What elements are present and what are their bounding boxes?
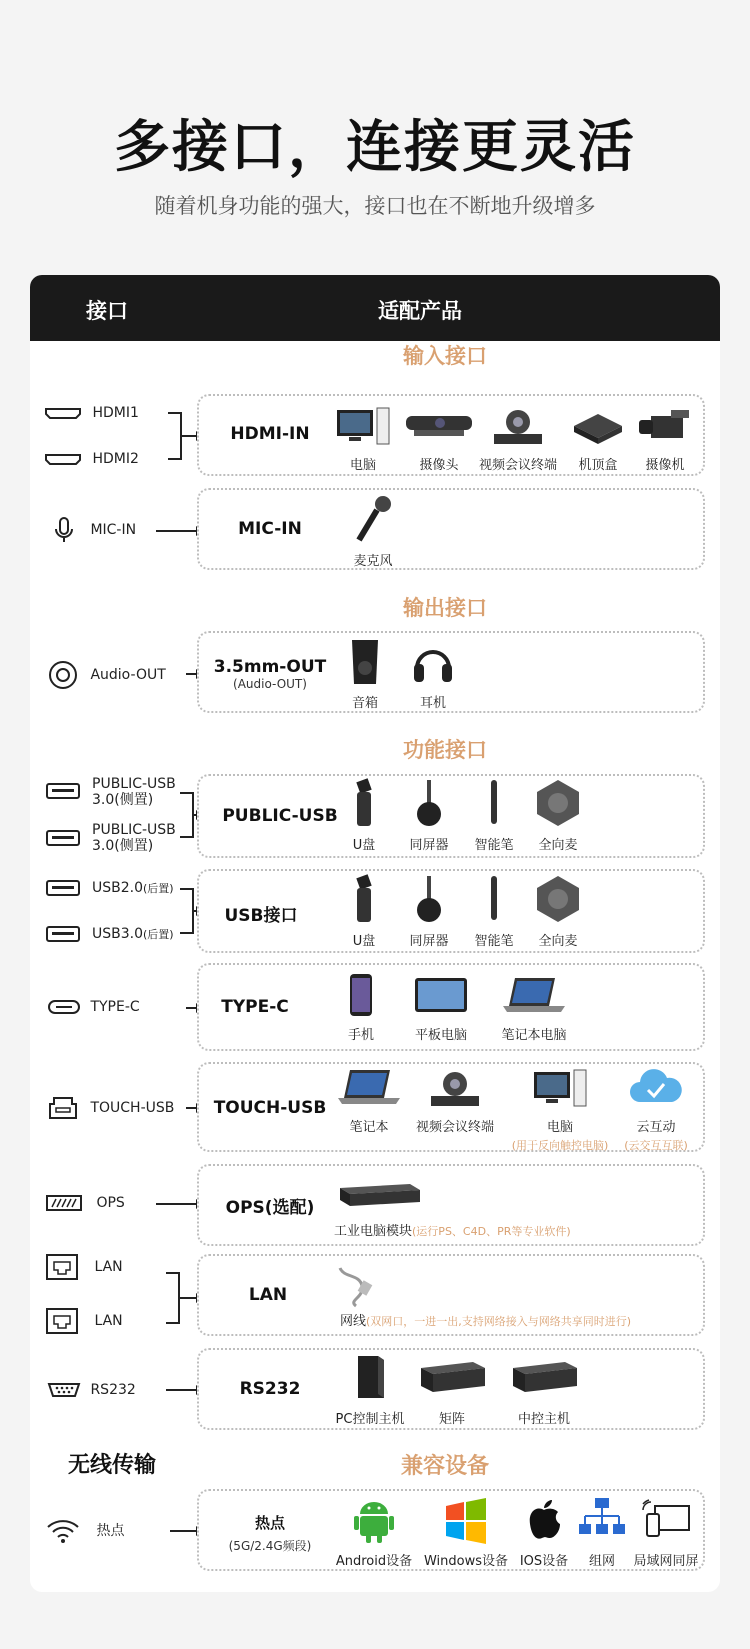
section-function-title: 功能接口 [403, 738, 487, 762]
section-wireless-title: 无线传输 [68, 1453, 157, 1478]
laptop-icon [336, 1066, 402, 1110]
product-cable [334, 1264, 380, 1312]
ops-interface: OPS(选配) [225, 1198, 315, 1218]
page-subtitle: 随着机身功能的强大，接口也在不断地升级增多 [154, 194, 596, 218]
product-smart-pen: 智能笔 [468, 874, 520, 949]
computer-icon [333, 404, 393, 448]
ops-port: OPS [46, 1195, 125, 1211]
usb-interface: USB接口 [224, 906, 298, 926]
connector-arrow [156, 530, 202, 532]
mic-port: MIC-IN [54, 516, 136, 544]
apple-icon [526, 1496, 562, 1544]
touch-interface: TOUCH-USB [213, 1098, 327, 1118]
headphones-icon [411, 638, 455, 686]
serial-port-icon [46, 1382, 82, 1398]
ptz-camera-icon [488, 404, 548, 448]
mic-interface: MIC-IN [238, 519, 302, 539]
typec-interface: TYPE-C [221, 997, 289, 1017]
usb20-port: USB2.0(后置) [92, 880, 174, 896]
usb-a-icon [46, 880, 80, 896]
section-input-title: 输入接口 [403, 344, 487, 368]
public-usb-interface: PUBLIC-USB [222, 806, 338, 826]
product-windows: Windows设备 [420, 1496, 512, 1569]
product-u-disk: U盘 [344, 778, 384, 853]
usb-port-icon [46, 926, 80, 946]
product-headphones: 耳机 [408, 638, 458, 711]
ethernet-icon [46, 1254, 78, 1280]
product-notebook: 笔记本 [336, 1066, 402, 1135]
ethernet-icon [46, 1308, 78, 1334]
col-products: 适配产品 [378, 299, 462, 323]
cloud-icon [628, 1066, 684, 1110]
usb-drive-icon [352, 778, 376, 828]
network-topology-icon [577, 1496, 627, 1544]
hdmi-interface: HDMI-IN [230, 424, 310, 444]
usb30-port: USB3.0(后置) [92, 926, 174, 942]
connector-bracket [166, 1272, 180, 1324]
usb-port-icon [46, 880, 80, 900]
usb-drive-icon [352, 874, 376, 924]
product-cable-caption: 网线(双网口，一进一出,支持网络接入与网络共享同时进行) [340, 1314, 632, 1329]
control-host-icon [509, 1352, 579, 1402]
screen-share-dongle-icon [414, 874, 444, 924]
product-ios: IOS设备 [516, 1496, 572, 1569]
product-laptop: 笔记本电脑 [494, 972, 574, 1043]
product-omni-mic: 全向麦 [532, 778, 584, 853]
rs232-interface: RS232 [239, 1379, 301, 1399]
usb-port-icon [46, 783, 80, 803]
product-video-conference: 视频会议终端 [414, 1066, 496, 1135]
product-matrix: 矩阵 [414, 1352, 490, 1427]
windows-icon [442, 1496, 490, 1544]
connector-arrow [156, 1203, 202, 1205]
connector-bracket [180, 792, 194, 838]
speaker-icon [348, 638, 382, 686]
pen-icon [484, 778, 504, 828]
ptz-camera-icon [425, 1066, 485, 1110]
hdmi-icon [44, 407, 82, 419]
microphone-icon [54, 516, 74, 544]
touch-usb-port: TOUCH-USB [48, 1096, 174, 1120]
product-speaker: 音箱 [345, 638, 385, 711]
product-cloud: 云互动 (云交互互联) [620, 1066, 692, 1153]
usb-a-icon [46, 783, 80, 799]
usb-b-icon [48, 1096, 78, 1120]
rs232-port: RS232 [46, 1382, 136, 1398]
product-camera: 摄像头 [404, 404, 474, 473]
product-phone: 手机 [340, 972, 382, 1043]
hdmi2-port: HDMI2 [44, 451, 139, 467]
screen-share-dongle-icon [414, 778, 444, 828]
screen-mirroring-icon [641, 1496, 691, 1544]
product-screen-share: 同屏器 [404, 778, 454, 853]
camcorder-icon [637, 404, 693, 448]
pc-tower-icon [350, 1352, 390, 1402]
product-microphone: 麦克风 [346, 494, 400, 569]
phone-icon [348, 972, 374, 1018]
tablet-icon [413, 972, 469, 1018]
section-output-title: 输出接口 [403, 596, 487, 620]
page-title: 多接口，连接更灵活 [114, 115, 636, 180]
set-top-box-icon [570, 404, 626, 448]
connector-bracket [180, 888, 194, 934]
lan-interface: LAN [248, 1285, 288, 1305]
hdmi1-port: HDMI1 [44, 405, 139, 421]
public-usb-port-2: PUBLIC-USB 3.0(侧置) [92, 822, 176, 854]
usb-a-icon [46, 830, 80, 846]
section-compatible-title: 兼容设备 [400, 1454, 489, 1479]
product-lan-screen-share: 局域网同屏 [630, 1496, 702, 1569]
usb-port-icon [46, 830, 80, 850]
conference-mic-icon [533, 874, 583, 924]
network-cable-icon [334, 1264, 380, 1308]
product-computer: 电脑 [330, 404, 396, 473]
handheld-mic-icon [351, 494, 395, 544]
product-pc-host: PC控制主机 [330, 1352, 410, 1427]
product-smart-pen: 智能笔 [468, 778, 520, 853]
webcam-icon [404, 404, 474, 448]
laptop-icon [501, 972, 567, 1018]
matrix-switcher-icon [417, 1352, 487, 1402]
conference-mic-icon [533, 778, 583, 828]
audio-interface: 3.5mm-OUT (Audio-OUT) [213, 657, 327, 691]
product-tablet: 平板电脑 [408, 972, 474, 1043]
product-networking: 组网 [574, 1496, 630, 1569]
lan-port-1: LAN [46, 1254, 123, 1280]
hotspot-interface: 热点 (5G/2.4G频段) [228, 1514, 312, 1553]
product-industrial-pc-caption: 工业电脑模块(运行PS、C4D、PR等专业软件) [334, 1224, 571, 1239]
product-computer: 电脑 (用于反向触控电脑) [506, 1066, 614, 1153]
product-industrial-pc [336, 1180, 422, 1216]
audio-out-port: Audio-OUT [48, 660, 166, 690]
product-camcorder: 摄像机 [634, 404, 696, 473]
ops-slot-icon [46, 1195, 82, 1211]
pen-icon [484, 874, 504, 924]
product-control-host: 中控主机 [506, 1352, 582, 1427]
usb-c-icon [48, 1000, 80, 1014]
table-header [30, 275, 720, 341]
product-u-disk: U盘 [344, 874, 384, 949]
wifi-icon [46, 1518, 80, 1544]
product-set-top-box: 机顶盒 [568, 404, 628, 473]
product-omni-mic: 全向麦 [532, 874, 584, 949]
connector-bracket [168, 412, 182, 460]
ops-module-icon [336, 1180, 422, 1212]
computer-icon [530, 1066, 590, 1110]
product-screen-share: 同屏器 [404, 874, 454, 949]
public-usb-port-1: PUBLIC-USB 3.0(侧置) [92, 776, 176, 808]
audio-jack-icon [48, 660, 78, 690]
product-android: Android设备 [332, 1496, 416, 1569]
type-c-port: TYPE-C [48, 999, 140, 1015]
hdmi-icon [44, 453, 82, 465]
col-interface: 接口 [86, 299, 128, 323]
android-icon [354, 1496, 394, 1544]
product-video-conference: 视频会议终端 [478, 404, 558, 473]
hotspot-port: 热点 [46, 1518, 124, 1544]
lan-port-2: LAN [46, 1308, 123, 1334]
usb-a-icon [46, 926, 80, 942]
